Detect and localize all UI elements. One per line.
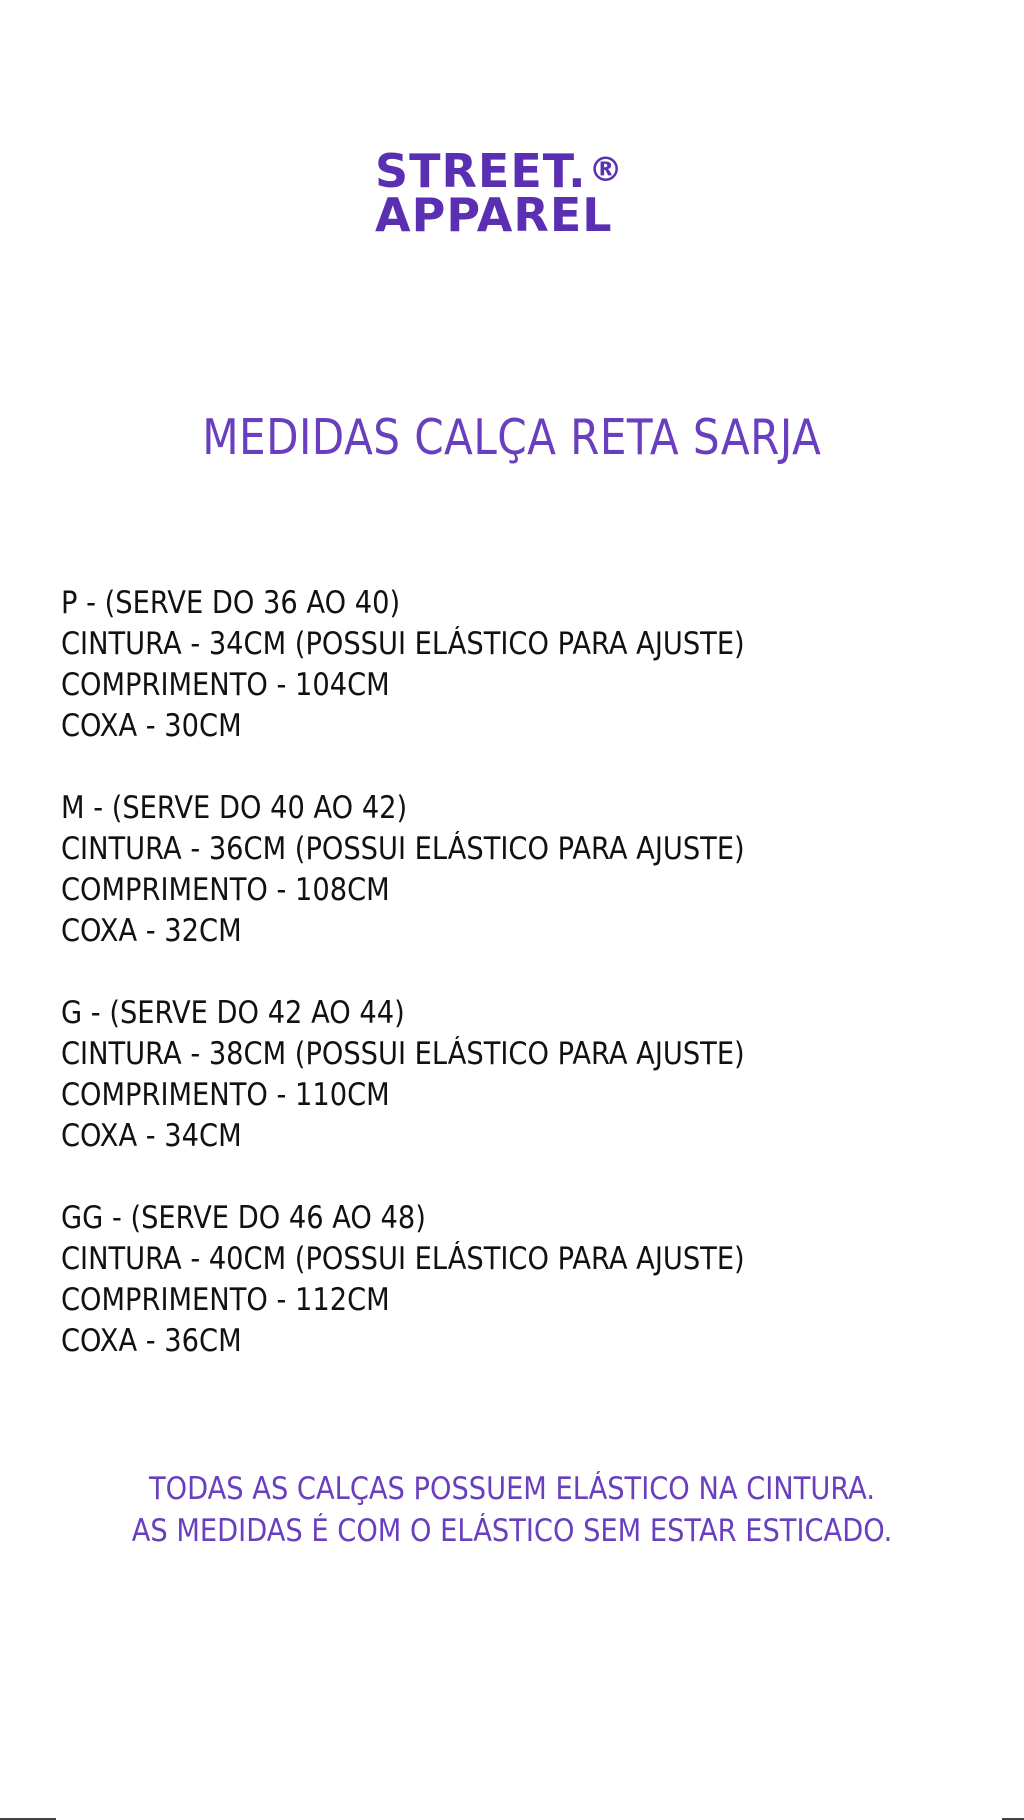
size-block-p (61, 583, 961, 747)
size-length: COMPRIMENTO - 104CM (61, 667, 390, 703)
logo-street-text: STREET. (375, 144, 587, 198)
brand-logo (375, 144, 675, 242)
footer-note (0, 1468, 1024, 1552)
size-block-gg (61, 1198, 961, 1362)
size-list (61, 583, 961, 1403)
size-length: COMPRIMENTO - 112CM (61, 1282, 390, 1318)
logo-line-apparel: APPAREL (375, 188, 613, 242)
registered-mark: ® (588, 150, 624, 190)
size-header: GG - (SERVE DO 46 AO 48) (61, 1200, 426, 1236)
size-thigh: COXA - 32CM (61, 913, 242, 949)
logo-line-street (375, 144, 675, 198)
size-block-m (61, 788, 961, 952)
note-line-2: AS MEDIDAS É COM O ELÁSTICO SEM ESTAR ESTICADO. (131, 1513, 893, 1549)
size-thigh: COXA - 36CM (61, 1323, 242, 1359)
size-length: COMPRIMENTO - 110CM (61, 1077, 390, 1113)
size-waist: CINTURA - 38CM (POSSUI ELÁSTICO PARA AJUSTE) (61, 1036, 745, 1072)
size-header: G - (SERVE DO 42 AO 44) (61, 995, 405, 1031)
note-line-1: TODAS AS CALÇAS POSSUEM ELÁSTICO NA CINTURA. (148, 1471, 876, 1507)
size-waist: CINTURA - 36CM (POSSUI ELÁSTICO PARA AJUSTE) (61, 831, 745, 867)
page-title: MEDIDAS CALÇA RETA SARJA (202, 409, 822, 466)
size-length: COMPRIMENTO - 108CM (61, 872, 390, 908)
size-waist: CINTURA - 40CM (POSSUI ELÁSTICO PARA AJUSTE) (61, 1241, 745, 1277)
size-header: P - (SERVE DO 36 AO 40) (61, 585, 401, 621)
size-waist: CINTURA - 34CM (POSSUI ELÁSTICO PARA AJUSTE) (61, 626, 745, 662)
size-thigh: COXA - 34CM (61, 1118, 242, 1154)
size-thigh: COXA - 30CM (61, 708, 242, 744)
size-header: M - (SERVE DO 40 AO 42) (61, 790, 408, 826)
size-block-g (61, 993, 961, 1157)
